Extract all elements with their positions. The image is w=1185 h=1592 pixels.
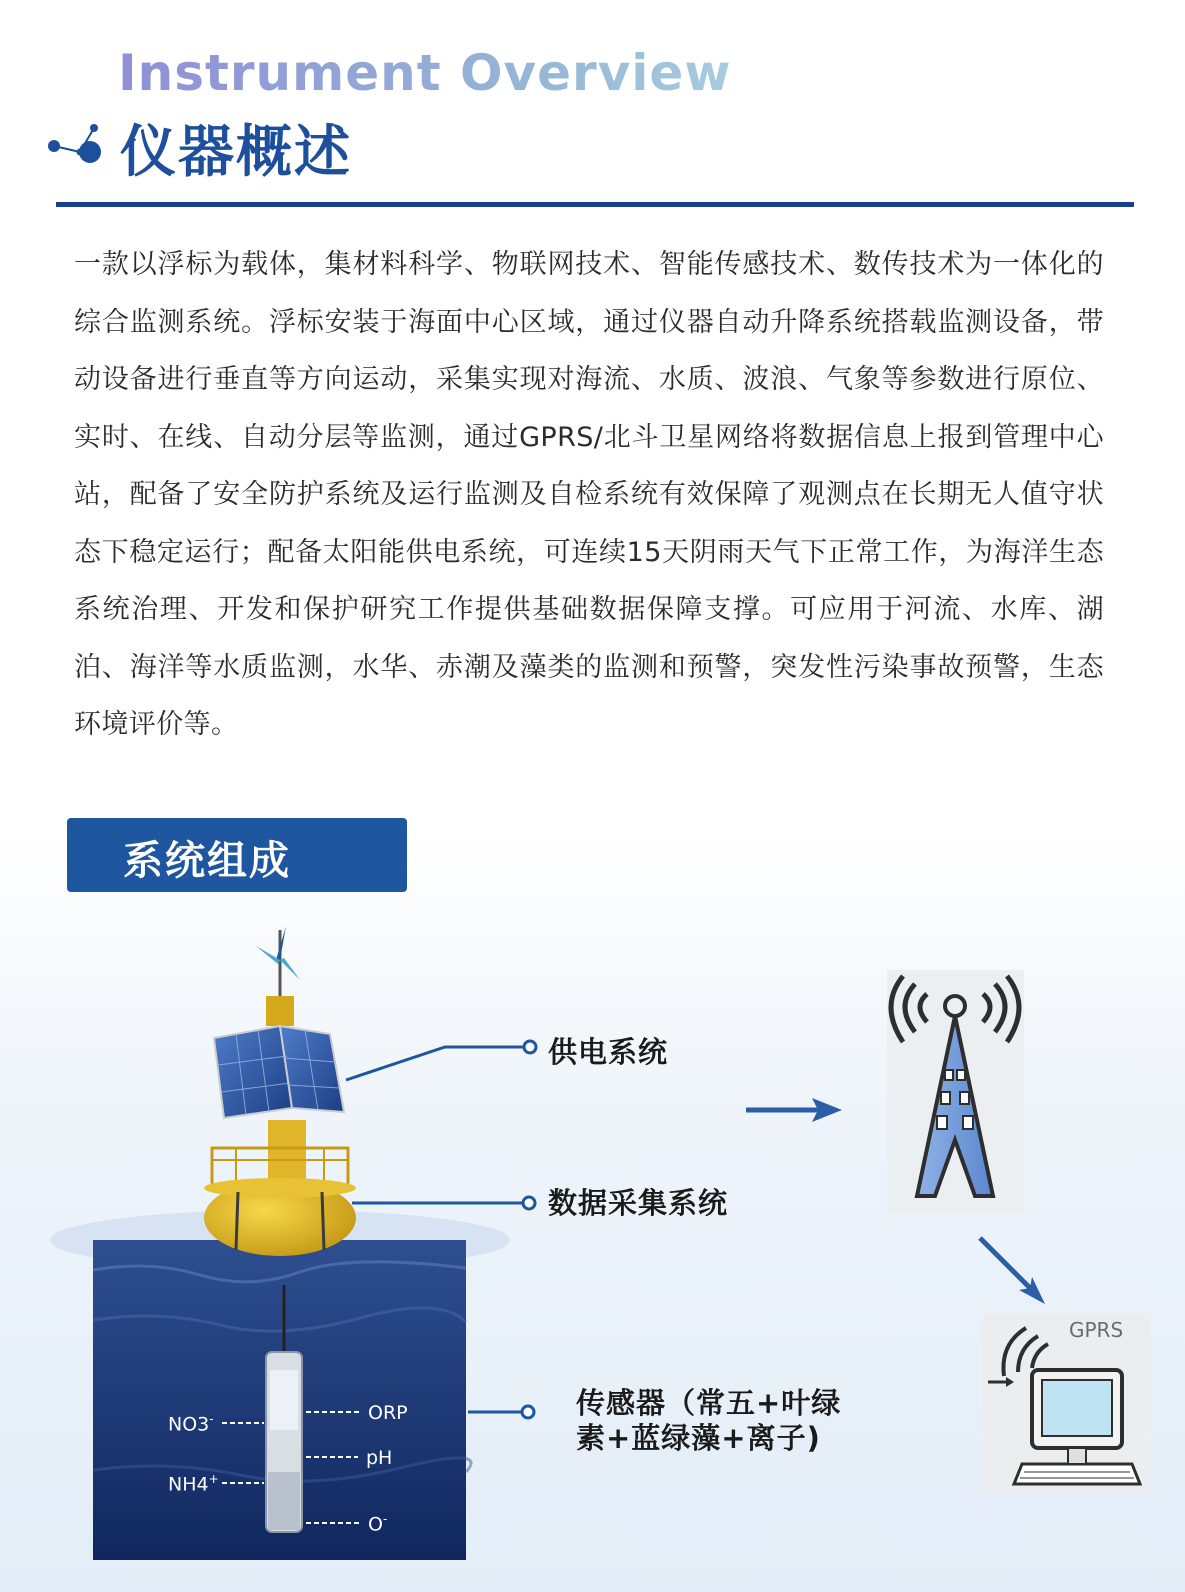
arrow-down-right-icon <box>980 1238 1045 1304</box>
sensor-label-line-2: 素+蓝绿藻+离子) <box>576 1421 821 1455</box>
sensor-label <box>576 1386 841 1456</box>
sensor-callout-dot <box>522 1406 534 1418</box>
data-callout-dot <box>523 1197 535 1209</box>
power-callout-dot <box>524 1041 536 1053</box>
buoy-image <box>204 926 356 1256</box>
computer-image <box>982 1314 1150 1491</box>
ph-label: pH <box>366 1447 393 1469</box>
orp-label: ORP <box>368 1402 408 1424</box>
arrow-right-icon <box>746 1098 842 1122</box>
sensor-label-line-1: 传感器（常五+叶绿 <box>576 1386 842 1420</box>
nh4-label: NH4+ <box>168 1472 219 1496</box>
title-english: Instrument Overview <box>118 44 732 102</box>
power-callout-line <box>346 1047 524 1080</box>
data-acquisition-label: 数据采集系统 <box>548 1186 729 1220</box>
o-label: O- <box>368 1512 388 1536</box>
signal-tower-image <box>887 970 1024 1214</box>
section-title: 系统组成 <box>123 838 291 884</box>
no3-label: NO3- <box>168 1412 214 1436</box>
radio-tower-icon <box>887 970 1024 1214</box>
power-system-label: 供电系统 <box>548 1035 669 1069</box>
gprs-label: GPRS <box>1069 1318 1124 1342</box>
o-text: O <box>368 1513 383 1536</box>
computer-icon <box>982 1314 1150 1491</box>
intro-paragraph: 一款以浮标为载体，集材料科学、物联网技术、智能传感技术、数传技术为一体化的综合监测系统。浮标安装于海面中心区域，通过仪器自动升降系统搭载监测设备，带动设备进行垂直等方向运动，采集实现对海流、水质、波浪、气象等参数进行原位、实时、在线、自动分层等监测，通过GPRS/北斗卫星网络将数据信息上报到管理中心站，配备了安全防护系统及运行监测及自检系统有效保障了观测点在长期无人值守状态下稳定运行；配备太阳能供电系统，可连续15天阴雨天气下正常工作，为海洋生态系统治理、开发和保护研究工作提供基础数据保障支撑。可应用于河流、水库、湖泊、海洋等水质监测，水华、赤潮及藻类的监测和预警，突发性污染事故预警，生态环境评价等。 <box>74 249 1104 740</box>
nh4-text: NH4 <box>168 1473 209 1496</box>
title-chinese: 仪器概述 <box>120 120 352 185</box>
no3-text: NO3 <box>168 1413 210 1436</box>
